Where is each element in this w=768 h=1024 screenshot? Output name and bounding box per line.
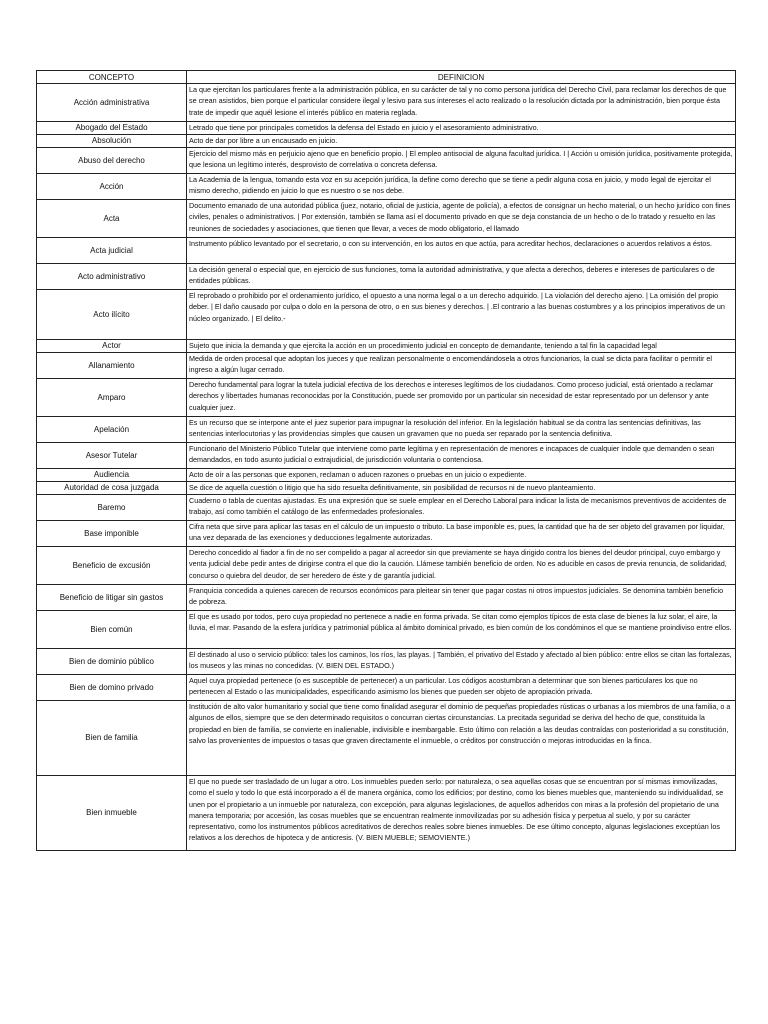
definition-cell-wrapper: [187, 495, 736, 521]
definition-cell-wrapper: [187, 135, 736, 148]
glossary-rows: [37, 84, 736, 851]
concept-cell: Beneficio de excusión: [37, 547, 187, 585]
concept-cell: Abuso del derecho: [37, 148, 187, 174]
definition-cell-wrapper: [187, 122, 736, 135]
definition-cell-wrapper: [187, 417, 736, 443]
table-row: [37, 776, 736, 851]
definition-cell: Es un recurso que se interpone ante el juez superior para impugnar la resolución del inferior. En la legislación habitual se da contra las sentencias definitivas, las sentencias interlocutorias y las providencias simples que causen un gravamen que no pueda ser reparado por la sentencia definitiva.: [189, 418, 701, 439]
definition-cell-wrapper: [187, 469, 736, 482]
definition-cell-wrapper: [187, 379, 736, 417]
definition-cell-wrapper: [187, 238, 736, 264]
definition-cell-wrapper: [187, 353, 736, 379]
definition-cell: Aquel cuya propiedad pertenece (o es susceptible de pertenecer) a un particular. Los códigos acostumbran a determinar que son bienes particulares los que no pertenecen al Estado o las municipalidades, especificando asimismo los bienes que pueden ser objeto de apropiación privada.: [189, 676, 698, 697]
definition-cell: Documento emanado de una autoridad pública (juez, notario, oficial de justicia, agente de policía), a efectos de consignar un hecho material, o un hecho jurídico con fines civiles, penales o administrativos. | Por extensión, también se llama así el documento privado en que se deja constancia de un hecho o de lo tratado y resuelto en las reuniones de sociedades y asociaciones, que tienen que llevar, a veces de modo obligatorio, el llamado: [189, 201, 731, 233]
definition-cell: La decisión general o especial que, en ejercicio de sus funciones, toma la autoridad administrativa, y que afecta a derechos, deberes e intereses de particulares o de entidades públicas.: [189, 265, 715, 286]
concept-cell: Abogado del Estado: [37, 122, 187, 135]
definition-cell-wrapper: [187, 340, 736, 353]
definition-cell: Se dice de aquella cuestión o litigio que ha sido resuelta definitivamente, sin posibilidad de recursos ni de nuevo planteamiento.: [189, 483, 596, 492]
definition-cell: Acto de oír a las personas que exponen, reclaman o aducen razones o pruebas en un juicio o expediente.: [189, 470, 527, 479]
concept-column-header: CONCEPTO: [37, 71, 187, 84]
definition-cell: Funcionario del Ministerio Público Tutelar que interviene como parte legítima y en representación de menores e incapaces de cualquier índole que demanden o sean demandados, en todo asunto judicial o extrajudicial, de jurisdicción voluntaria o contenciosa.: [189, 444, 715, 465]
table-row: [37, 238, 736, 264]
definition-cell-wrapper: [187, 701, 736, 776]
definition-cell-wrapper: [187, 200, 736, 238]
definition-cell-wrapper: [187, 649, 736, 675]
definition-cell: El que es usado por todos, pero cuya propiedad no pertenece a nadie en forma privada. Se citan como ejemplos típicos de esta clase de bienes la luz solar, el aire, la lluvia, el mar. Pasando de la esfera jurídica y patrimonial pública al ámbito dominical privado, es bien común de los condóminos el que se mantiene proindiviso entre ellos.: [189, 612, 732, 633]
definition-cell: Derecho fundamental para lograr la tutela judicial efectiva de los derechos e intereses legítimos de los ciudadanos. Como proceso judicial, está orientado a reclamar derechos y libertades humanas reconocidas por la Constitución, puede ser promovido por un particular sin necesidad de estar representado por un defensor y ante cualquier juez.: [189, 380, 714, 412]
definition-cell: Medida de orden procesal que adoptan los jueces y que realizan personalmente o encomendándosela a otros funcionarios, la cual se dicta para facilitar o permitir el ingreso a algún lugar cerrado.: [189, 354, 713, 375]
table-row: [37, 482, 736, 495]
definition-cell: Franquicia concedida a quienes carecen de recursos económicos para pleitear sin tener que pagar costas ni otros impuestos judiciales. Se denomina también beneficio de pobreza.: [189, 586, 724, 607]
definition-cell: Institución de alto valor humanitario y social que tiene como finalidad asegurar el dominio de pequeñas propiedades rústicas o urbanas a los miembros de una familia, o a algunos de ellos, siempre que se den determinado requisitos o concurran ciertas circunstancias. La precitada seguridad se deriva del hecho de que, constituida la propiedad en bien de familia, se convierte en inalienable, indivisible e inembargable. Esto último con relación a las deudas contraídas con posterioridad a su constitución, salvo las provenientes de impuestos o tasas que graven directamente el inmueble, o créditos por construcción o mejoras introducidas en la finca.: [189, 702, 731, 745]
table-row: [37, 585, 736, 611]
concept-cell: Asesor Tutelar: [37, 443, 187, 469]
definition-cell-wrapper: [187, 148, 736, 174]
definition-cell-wrapper: [187, 174, 736, 200]
table-row: [37, 547, 736, 585]
table-row: [37, 443, 736, 469]
table-row: [37, 353, 736, 379]
concept-cell: Bien de familia: [37, 701, 187, 776]
definition-column-header: DEFINICION: [187, 71, 736, 84]
table-row: [37, 148, 736, 174]
concept-cell: Apelación: [37, 417, 187, 443]
concept-cell: Acto administrativo: [37, 264, 187, 290]
concept-cell: Bien inmueble: [37, 776, 187, 851]
concept-cell: Acta judicial: [37, 238, 187, 264]
definition-cell: Ejercicio del mismo más en perjuicio ajeno que en beneficio propio. | El empleo antisocial de alguna facultad jurídica. I | Acción u omisión jurídica, positivamente protegida, que lesiona un legítimo interés, desprovisto de correlativa o concreta defensa.: [189, 149, 733, 170]
concept-cell: Beneficio de litigar sin gastos: [37, 585, 187, 611]
definition-cell: Instrumento público levantado por el secretario, o con su intervención, en los autos en que actúa, para acreditar hechos, declaraciones o acuerdos relativos a éstos.: [189, 239, 712, 248]
definition-cell: Acto de dar por libre a un encausado en juicio.: [189, 136, 338, 145]
table-row: [37, 675, 736, 701]
table-row: [37, 521, 736, 547]
table-row: [37, 379, 736, 417]
concept-cell: Baremo: [37, 495, 187, 521]
table-row: [37, 611, 736, 649]
definition-cell-wrapper: [187, 521, 736, 547]
definition-cell-wrapper: [187, 585, 736, 611]
definition-cell: Derecho concedido al fiador a fin de no ser compelido a pagar al acreedor sin que previamente se haya dirigido contra los bienes del deudor principal, cuyo embargo y venta judicial debe pedir antes de dirigirse contra el que dio la caución. Llámese también beneficio de orden. No es aducible en casos de previa renuncia, de solidaridad, concurso o quiebra del deudor, de ser heredero de éste y de garantía judicial.: [189, 548, 727, 580]
definition-cell-wrapper: [187, 264, 736, 290]
concept-cell: Bien común: [37, 611, 187, 649]
table-row: [37, 701, 736, 776]
header-row: [37, 71, 736, 84]
definition-cell-wrapper: [187, 776, 736, 851]
definition-cell-wrapper: [187, 482, 736, 495]
concept-cell: Bien de dominio público: [37, 649, 187, 675]
concept-cell: Acta: [37, 200, 187, 238]
table-row: [37, 122, 736, 135]
concept-cell: Autoridad de cosa juzgada: [37, 482, 187, 495]
table-row: [37, 264, 736, 290]
table-row: [37, 290, 736, 340]
table-row: [37, 495, 736, 521]
definition-cell: La que ejercitan los particulares frente a la administración pública, en su carácter de tal y no como persona jurídica del Derecho Civil, para reclamar los derechos de que se crean asistidos, bien porque el particular considere ilegal y lesivo para sus intereses el acto realizado o la resolución dictada por la administración, bien porque ésta trate de impedir que aquél lesione el interés público en materia reglada.: [189, 85, 727, 117]
table-row: [37, 174, 736, 200]
definition-cell: El reprobado o prohibido por el ordenamiento jurídico, el opuesto a una norma legal o a un derecho adquirido. | La violación del derecho ajeno. | La omisión del propio deber. | El daño causado por culpa o dolo en la persona de otro, o en sus bienes y derechos. | .El contrario a las buenas costumbres y a los principios imperativos de un núcleo organizado. | El delito.-: [189, 291, 725, 323]
definition-cell-wrapper: [187, 547, 736, 585]
definition-cell-wrapper: [187, 443, 736, 469]
glossary-table: [36, 70, 736, 851]
table-row: [37, 649, 736, 675]
definition-cell-wrapper: [187, 611, 736, 649]
definition-cell: Letrado que tiene por principales cometidos la defensa del Estado en juicio y el asesoramiento administrativo.: [189, 123, 539, 132]
concept-cell: Audiencia: [37, 469, 187, 482]
table-row: [37, 417, 736, 443]
definition-cell-wrapper: [187, 84, 736, 122]
concept-cell: Amparo: [37, 379, 187, 417]
concept-cell: Actor: [37, 340, 187, 353]
glossary-sheet: [36, 70, 735, 851]
concept-cell: Acción: [37, 174, 187, 200]
table-row: [37, 84, 736, 122]
definition-cell: El que no puede ser trasladado de un lugar a otro. Los inmuebles pueden serlo: por naturaleza, o sea aquellas cosas que se encuentran por sí mismas inmovilizadas, como el suelo y todo lo que está incorporado a él de manera orgánica, como los edificios; por destino, como los bienes muebles que, manteniendo su individualidad, se unen por el propietario a un inmueble por naturaleza, con excepción, para algunas legislaciones, de aquellos adheridos con miras a la profesión del propietario de una manera temporaria; por accesión, las cosas muebles que se encuentran realmente inmovilizadas por su adhesión física y perpetua al suelo, y por su carácter representativo, como los instrumentos públicos acreditativos de derechos reales sobre bienes inmuebles. De ese último concepto, algunas legislaciones exceptúan los relativos a los derechos de hipoteca y de anticresis. (V. BIEN MUEBLE; SEMOVIENTE.): [189, 777, 724, 843]
definition-cell: Sujeto que inicia la demanda y que ejercita la acción en un procedimiento judicial en concepto de demandante, teniendo a tal fin la capacidad legal: [189, 341, 657, 350]
table-row: [37, 135, 736, 148]
concept-cell: Base imponible: [37, 521, 187, 547]
definition-cell-wrapper: [187, 290, 736, 340]
definition-cell: Cifra neta que sirve para aplicar las tasas en el cálculo de un impuesto o tributo. La base imponible es, pues, la cantidad que ha de ser objeto del gravamen por liquidar, una vez deparada de las exenciones y deducciones legalmente autorizadas.: [189, 522, 725, 543]
table-row: [37, 469, 736, 482]
definition-cell: La Academia de la lengua, tomando esta voz en su acepción jurídica, la define como derecho que se tiene a pedir alguna cosa en juicio, y modo legal de ejercitar el mismo derecho, pidiendo en juicio lo que es nuestro o se nos debe.: [189, 175, 711, 196]
definition-cell-wrapper: [187, 675, 736, 701]
concept-cell: Allanamiento: [37, 353, 187, 379]
concept-cell: Acción administrativa: [37, 84, 187, 122]
concept-cell: Acto ilícito: [37, 290, 187, 340]
concept-cell: Absolución: [37, 135, 187, 148]
table-row: [37, 200, 736, 238]
table-row: [37, 340, 736, 353]
concept-cell: Bien de domino privado: [37, 675, 187, 701]
definition-cell: El destinado al uso o servicio público: tales los caminos, los ríos, las playas. | También, el privativo del Estado y afectado al bien público: entre ellos se citan las fortalezas, los museos y las minas no concedidas. (V. BIEN DEL ESTADO.): [189, 650, 732, 671]
definition-cell: Cuaderno o tabla de cuentas ajustadas. Es una expresión que se suele emplear en el Derecho Laboral para indicar la lista de mecanismos preventivos de accidentes de trabajo, así como también el catálogo de las enfermedades profesionales.: [189, 496, 727, 517]
